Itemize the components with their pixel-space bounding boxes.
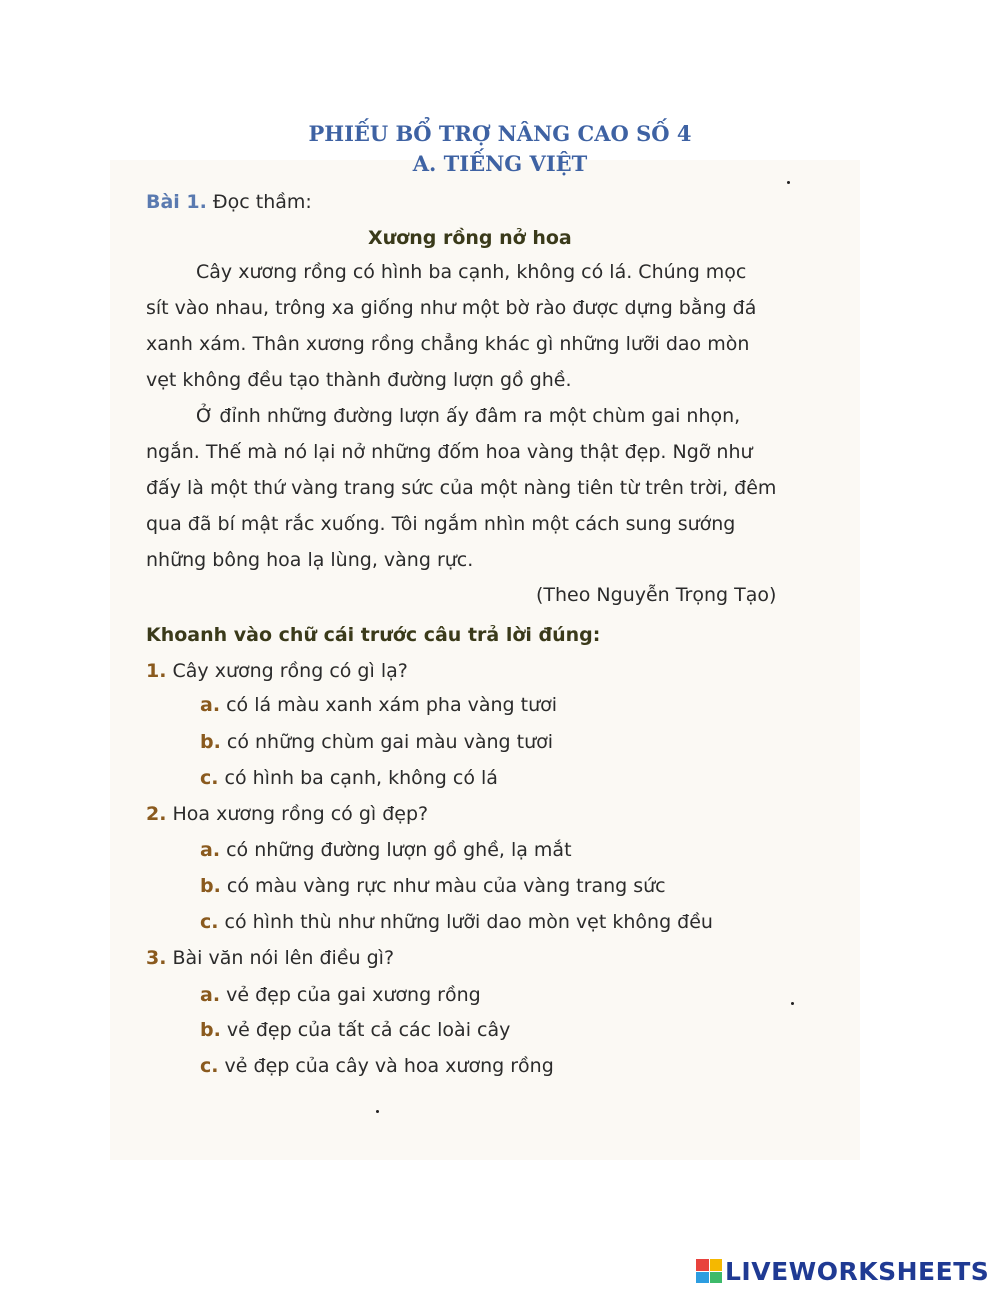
story-line: vẹt không đều tạo thành đường lượn gồ ghề. [146, 369, 572, 391]
lesson-heading [146, 189, 312, 215]
story-line: sít vào nhau, trông xa giống như một bờ rào được dựng bằng đá [146, 297, 757, 319]
option-text: vẻ đẹp của gai xương rồng [226, 984, 481, 1006]
scan-speck [787, 181, 790, 184]
option-2c[interactable] [200, 909, 713, 935]
option-text: có những chùm gai màu vàng tươi [226, 731, 554, 753]
option-text: có hình ba cạnh, không có lá [224, 767, 498, 789]
page-title: PHIẾU BỔ TRỢ NÂNG CAO SỐ 4 [308, 121, 692, 146]
lesson-label: Bài 1. [146, 191, 207, 213]
logo-text: LIVEWORKSHEETS [725, 1256, 990, 1286]
story-line: xanh xám. Thân xương rồng chẳng khác gì những lưỡi dao mòn [146, 333, 750, 355]
question-3 [146, 945, 394, 971]
option-text: vẻ đẹp của tất cả các loài cây [226, 1019, 511, 1041]
story-title: Xương rồng nở hoa [368, 227, 572, 249]
option-3c[interactable] [200, 1053, 554, 1079]
option-letter[interactable]: c. [200, 767, 219, 789]
option-text: vẻ đẹp của cây và hoa xương rồng [224, 1055, 554, 1077]
question-text: Cây xương rồng có gì lạ? [172, 660, 408, 682]
question-text: Hoa xương rồng có gì đẹp? [172, 803, 429, 825]
option-letter[interactable]: a. [200, 984, 221, 1006]
logo-icon [696, 1259, 722, 1283]
question-number: 2. [146, 803, 167, 825]
option-3a[interactable] [200, 982, 481, 1008]
option-1c[interactable] [200, 765, 498, 791]
option-letter[interactable]: b. [200, 1019, 221, 1041]
story-line: Cây xương rồng có hình ba cạnh, không có lá. Chúng mọc [196, 261, 747, 283]
story-line: ngắn. Thế mà nó lại nở những đốm hoa vàng thật đẹp. Ngỡ như [146, 441, 753, 463]
option-letter[interactable]: b. [200, 731, 221, 753]
answer-instruction: Khoanh vào chữ cái trước câu trả lời đúng: [146, 624, 601, 646]
option-text: có lá màu xanh xám pha vàng tươi [226, 694, 558, 716]
option-letter[interactable]: c. [200, 911, 219, 933]
option-1b[interactable] [200, 729, 553, 755]
option-3b[interactable] [200, 1017, 510, 1043]
option-letter[interactable]: a. [200, 694, 221, 716]
story-line: những bông hoa lạ lùng, vàng rực. [146, 549, 474, 571]
story-line: đấy là một thứ vàng trang sức của một nàng tiên từ trên trời, đêm [146, 477, 777, 499]
scan-speck [791, 1002, 794, 1005]
story-line: Ở đỉnh những đường lượn ấy đâm ra một chùm gai nhọn, [196, 405, 741, 427]
section-title: A. TIẾNG VIỆT [412, 151, 588, 176]
option-letter[interactable]: a. [200, 839, 221, 861]
question-1 [146, 658, 408, 684]
option-letter[interactable]: b. [200, 875, 221, 897]
option-letter[interactable]: c. [200, 1055, 219, 1077]
question-number: 3. [146, 947, 167, 969]
option-text: có hình thù như những lưỡi dao mòn vẹt không đều [224, 911, 713, 933]
question-number: 1. [146, 660, 167, 682]
option-text: có màu vàng rực như màu của vàng trang sức [226, 875, 666, 897]
story-source: (Theo Nguyễn Trọng Tạo) [536, 584, 777, 606]
option-2b[interactable] [200, 873, 666, 899]
option-2a[interactable] [200, 837, 572, 863]
option-text: có những đường lượn gồ ghề, lạ mắt [226, 839, 572, 861]
lesson-instruction: Đọc thầm: [212, 191, 312, 213]
option-1a[interactable] [200, 692, 557, 718]
question-2 [146, 801, 428, 827]
story-line: qua đã bí mật rắc xuống. Tôi ngắm nhìn một cách sung sướng [146, 513, 736, 535]
scan-speck [376, 1110, 379, 1113]
question-text: Bài văn nói lên điều gì? [172, 947, 395, 969]
liveworksheets-logo [696, 1256, 989, 1286]
